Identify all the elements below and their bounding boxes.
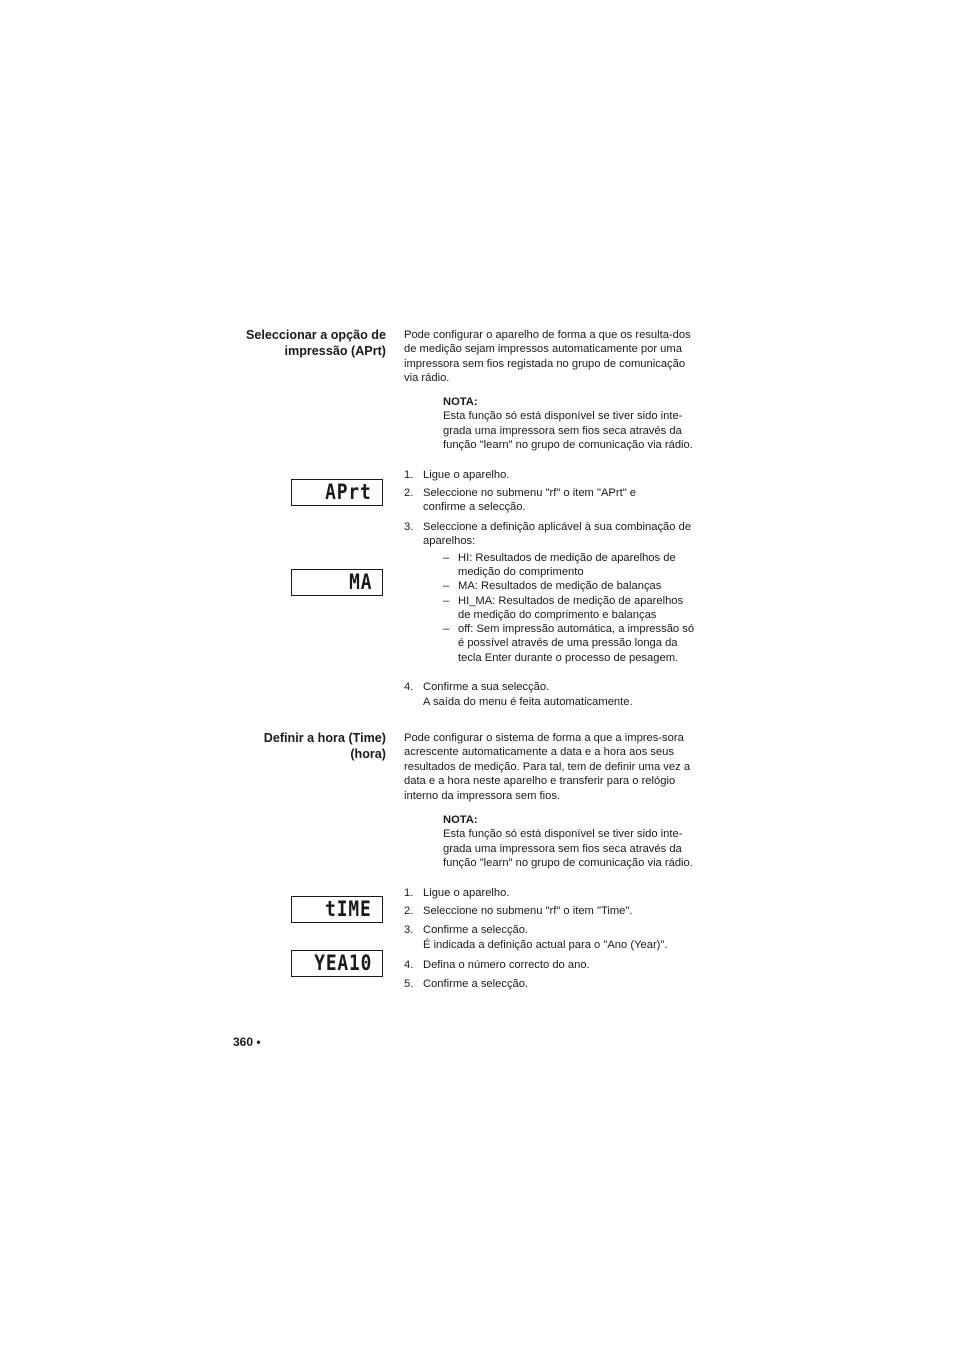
note-box-aprt: [443, 395, 695, 453]
note-title: NOTA:: [443, 396, 478, 408]
lcd-text: APrt: [325, 480, 372, 505]
lcd-text: MA: [348, 570, 372, 595]
step-4-aprt: 4. Confirme a sua selecção. A saída do menu é feita automaticamente.: [404, 680, 694, 710]
lcd-text: YEA10: [314, 951, 372, 976]
step-1-time: 1. Ligue o aparelho.: [404, 887, 510, 899]
lcd-display-ma: [291, 569, 383, 596]
section-heading-time: Definir a hora (Time) (hora): [263, 731, 386, 761]
step-2-aprt: 2. Seleccione no submenu "rf" o item "APrt" e confirme a selecção.: [404, 487, 637, 514]
intro-paragraph-aprt: Pode configurar o aparelho de forma a que os resulta-dos de medição sejam impressos automaticamente por uma impressora sem fios registada no grupo de comunicação via rádio.: [404, 329, 691, 385]
page-number: 360 •: [233, 1035, 261, 1049]
note-text: Esta função só está disponível se tiver sido inte-grada uma impressora sem fios seca através da função "learn" no grupo de comunicação via rádio.: [443, 828, 693, 870]
note-box-time: [443, 813, 695, 871]
step-4-time: 4. Defina o número correcto do ano.: [404, 959, 590, 971]
lcd-display-year: [291, 950, 383, 977]
note-title: NOTA:: [443, 814, 478, 826]
step-3-subtext: É indicada a definição actual para o "Ano (Year)".: [423, 939, 668, 952]
option-off: – off: Sem impressão automática, a impressão só é possível através de uma pressão longa da tecla Enter durante o processo de pesagem.: [443, 623, 695, 664]
lcd-text: tIME: [325, 897, 372, 922]
lcd-display-aprt: [291, 479, 383, 506]
note-text: Esta função só está disponível se tiver sido inte-grada uma impressora sem fios seca através da função "learn" no grupo de comunicação via rádio.: [443, 410, 693, 452]
step-4-subtext: A saída do menu é feita automaticamente.: [423, 696, 633, 709]
option-ma: – MA: Resultados de medição de balanças: [443, 580, 662, 592]
lcd-display-time: [291, 896, 383, 923]
step-5-time: 5. Confirme a selecção.: [404, 978, 529, 990]
step-3-time: 3. Confirme a selecção. É indicada a definição actual para o "Ano (Year)".: [404, 923, 694, 953]
intro-paragraph-time: Pode configurar o sistema de forma a que a impres-sora acrescente automaticamente a data e a hora aos seus resultados de medição. Para tal, tem de definir uma vez a data e a hora neste aparelho e transferir para o relógio interno da impressora sem fios.: [404, 732, 691, 802]
option-hi: – HI: Resultados de medição de aparelhos de medição do comprimento: [443, 552, 676, 579]
step-3-aprt: 3. Seleccione a definição aplicável à sua combinação de aparelhos:: [404, 521, 692, 548]
step-1-aprt: 1. Ligue o aparelho.: [404, 469, 510, 481]
section-heading-aprt: Seleccionar a opção de impressão (APrt): [246, 328, 386, 358]
option-hi-ma: – HI_MA: Resultados de medição de aparelhos de medição do comprimento e balanças: [443, 595, 684, 622]
step-2-time: 2. Seleccione no submenu "rf" o item "Time".: [404, 905, 633, 917]
